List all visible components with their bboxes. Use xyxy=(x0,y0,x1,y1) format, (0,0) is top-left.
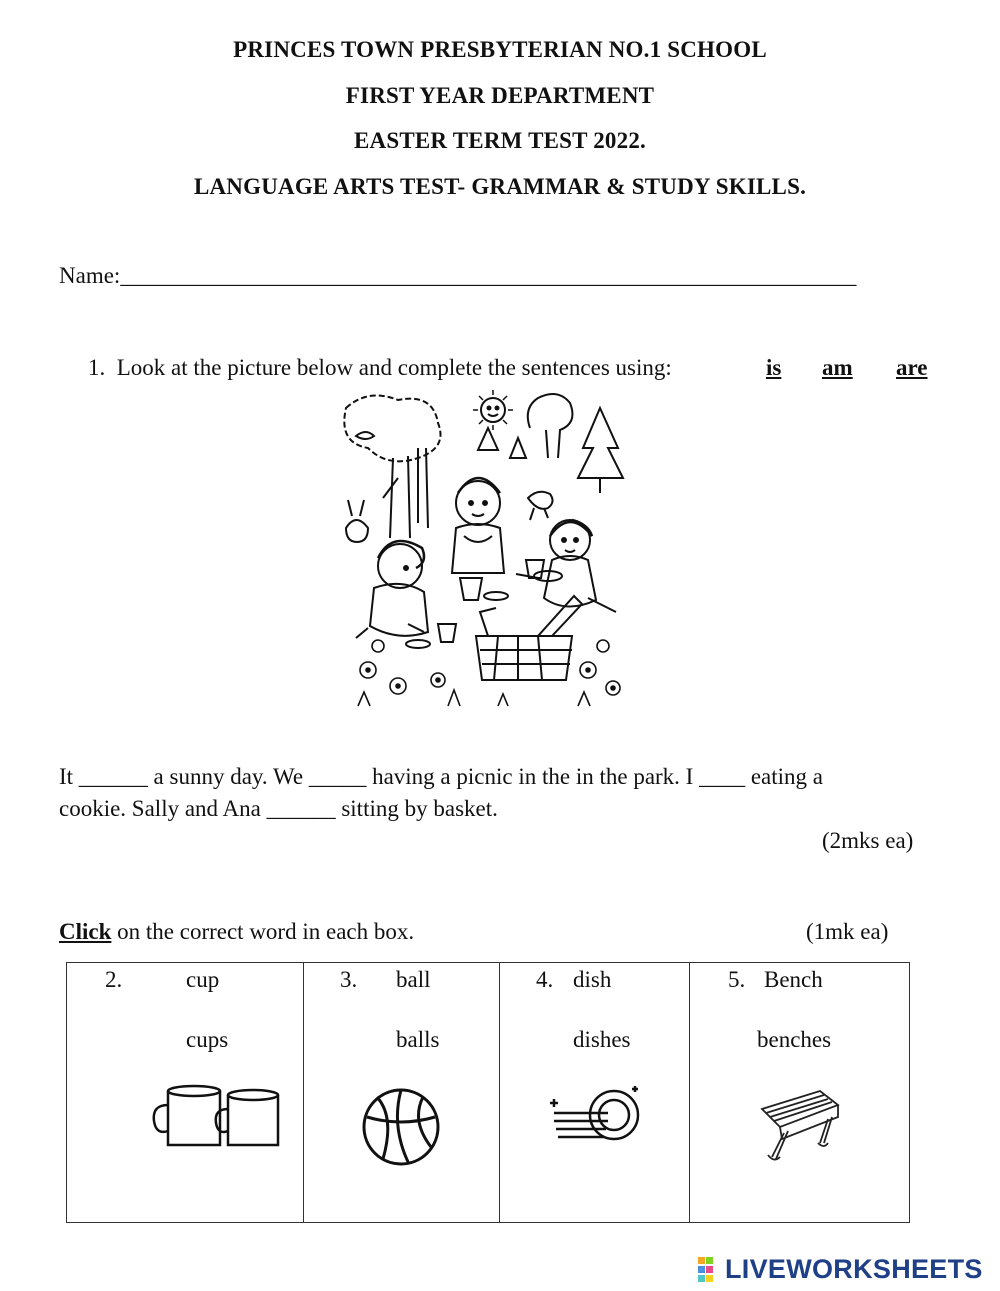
cups-icon xyxy=(152,1083,282,1153)
passage-line-1: It ______ a sunny day. We _____ having a picnic in the in the park. I ____ eating a xyxy=(59,764,823,789)
box-2 xyxy=(67,963,304,1223)
word-bench[interactable]: Bench xyxy=(764,967,823,992)
school-name: PRINCES TOWN PRESBYTERIAN NO.1 SCHOOL xyxy=(233,37,767,62)
word-cups[interactable]: cups xyxy=(186,1027,229,1052)
test-subject: LANGUAGE ARTS TEST- GRAMMAR & STUDY SKILLS. xyxy=(193,174,807,199)
box-4-number: 4. xyxy=(536,967,554,992)
box-5-number: 5. xyxy=(728,967,746,992)
word-choice-table xyxy=(66,962,910,1223)
word-cup[interactable]: cup xyxy=(186,967,220,992)
click-word: Click xyxy=(59,919,112,944)
bench-icon xyxy=(758,1087,842,1163)
option-are: are xyxy=(896,355,928,380)
brand-text: LIVEWORKSHEETS xyxy=(725,1254,983,1284)
question-1-text: Look at the picture below and complete the sentences using: xyxy=(116,355,672,380)
word-dish[interactable]: dish xyxy=(573,967,612,992)
name-blank[interactable]: ________________________________________________________________ xyxy=(120,263,857,288)
click-section-marks: (1mk ea) xyxy=(806,919,889,944)
click-instruction xyxy=(59,919,414,945)
test-title: EASTER TERM TEST 2022. xyxy=(353,128,646,153)
box-3 xyxy=(304,963,500,1223)
picnic-scene-icon xyxy=(338,388,630,710)
option-is: is xyxy=(766,355,782,380)
word-dishes[interactable]: dishes xyxy=(573,1027,631,1052)
name-label: Name: xyxy=(59,263,121,288)
word-ball[interactable]: ball xyxy=(396,967,431,992)
question-1-prompt xyxy=(88,355,672,381)
liveworksheets-logo-icon xyxy=(698,1257,722,1283)
word-benches[interactable]: benches xyxy=(757,1027,832,1052)
question-1-number: 1. xyxy=(88,355,106,380)
department: FIRST YEAR DEPARTMENT xyxy=(345,83,655,108)
name-row xyxy=(59,263,856,289)
word-balls[interactable]: balls xyxy=(396,1027,440,1052)
option-am: am xyxy=(822,355,853,380)
passage-line-2: cookie. Sally and Ana ______ sitting by basket. xyxy=(59,796,498,821)
ball-icon xyxy=(361,1087,441,1167)
box-3-number: 3. xyxy=(340,967,358,992)
click-instruction-text: on the correct word in each box. xyxy=(111,919,415,944)
box-5 xyxy=(690,963,910,1223)
dishes-icon xyxy=(548,1083,644,1145)
box-4 xyxy=(500,963,690,1223)
question-1-marks: (2mks ea) xyxy=(822,828,914,853)
box-2-number: 2. xyxy=(105,967,123,992)
